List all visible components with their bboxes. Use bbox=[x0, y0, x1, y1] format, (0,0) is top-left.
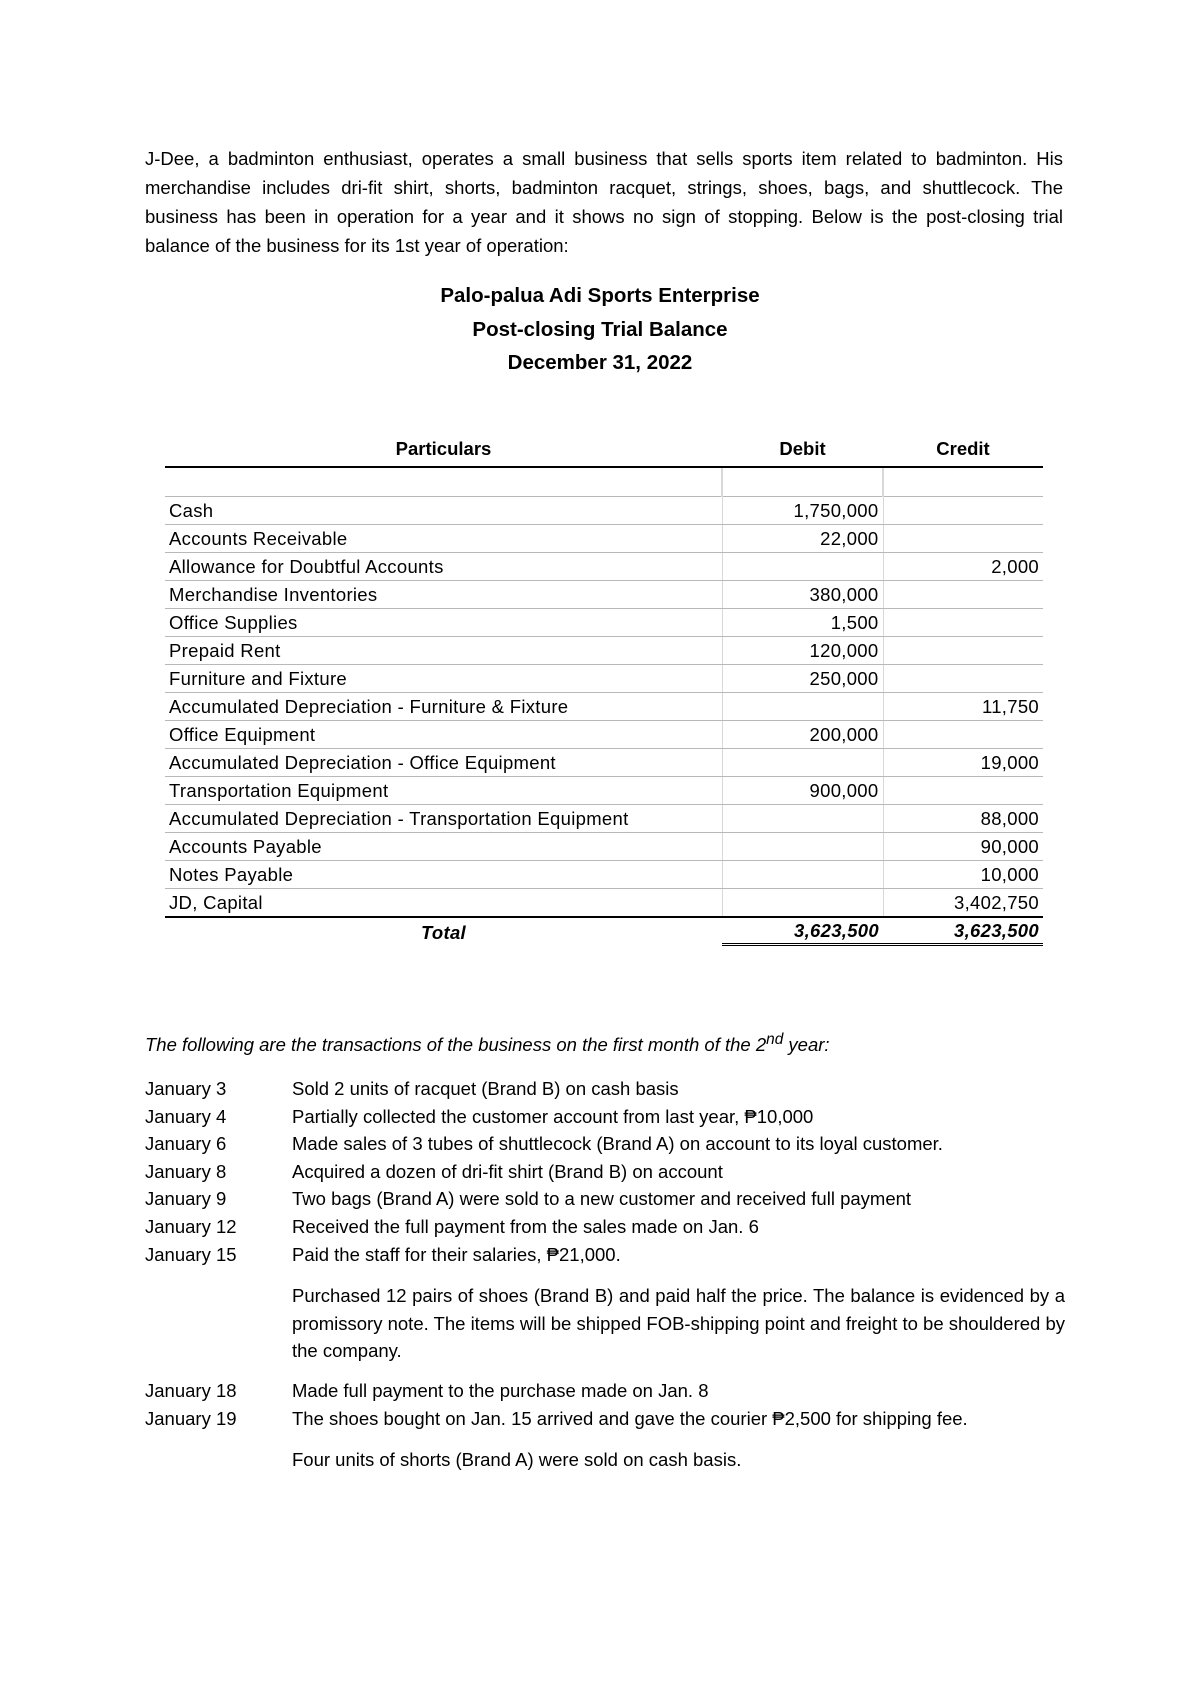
transaction-description: Two bags (Brand A) were sold to a new customer and received full payment bbox=[292, 1188, 912, 1210]
transaction-row bbox=[145, 1185, 1065, 1213]
account-name-cell: Accumulated Depreciation - Office Equipment bbox=[165, 749, 722, 777]
debit-cell bbox=[722, 889, 883, 918]
transaction-row bbox=[145, 1241, 1065, 1269]
credit-cell bbox=[883, 525, 1043, 553]
total-credit-cell bbox=[883, 917, 1043, 948]
intro-paragraph: J-Dee, a badminton enthusiast, operates a small business that sells sports item related to badminton. His merchandise includes dri-fit shirt, shorts, badminton racquet, strings, shoes, bags, and shuttlecock. The business has been in operation for a year and it shows no sign of stopping. Below is the post-closing trial balance of the business for its 1st year of operation: bbox=[145, 148, 1063, 256]
account-name-cell: Office Supplies bbox=[165, 609, 722, 637]
report-date: December 31, 2022 bbox=[507, 351, 693, 374]
account-name-cell: Accounts Payable bbox=[165, 833, 722, 861]
transactions-intro-sup: nd bbox=[766, 1031, 784, 1048]
table-row bbox=[165, 497, 1043, 525]
debit-cell bbox=[722, 861, 883, 889]
transactions-group-2 bbox=[145, 1377, 1065, 1432]
transaction-date: January 6 bbox=[145, 1133, 227, 1155]
transaction-date: January 12 bbox=[145, 1215, 237, 1237]
account-name-cell: Accounts Receivable bbox=[165, 525, 722, 553]
credit-cell bbox=[883, 609, 1043, 637]
transaction-description: Acquired a dozen of dri-fit shirt (Brand B) on account bbox=[292, 1160, 723, 1182]
total-label: Total bbox=[420, 922, 466, 943]
debit-cell bbox=[722, 833, 883, 861]
debit-cell: 1,750,000 bbox=[722, 497, 883, 525]
account-name-cell: Furniture and Fixture bbox=[165, 665, 722, 693]
transaction-date: January 4 bbox=[145, 1105, 227, 1127]
credit-cell bbox=[883, 637, 1043, 665]
transaction-description: Received the full payment from the sales made on Jan. 6 bbox=[292, 1215, 759, 1237]
transaction-row bbox=[145, 1130, 1065, 1158]
transaction-date: January 3 bbox=[145, 1078, 227, 1099]
transaction-description: Made sales of 3 tubes of shuttlecock (Brand A) on account to its loyal customer. bbox=[292, 1133, 943, 1155]
debit-cell bbox=[722, 805, 883, 833]
account-name-cell: Notes Payable bbox=[165, 861, 722, 889]
credit-cell bbox=[883, 665, 1043, 693]
report-title: Post-closing Trial Balance bbox=[472, 318, 728, 341]
transaction-description: Partially collected the customer account from last year, ₱10,000 bbox=[292, 1105, 814, 1127]
credit-cell bbox=[883, 497, 1043, 525]
transaction-row bbox=[145, 1213, 1065, 1241]
table-row bbox=[165, 581, 1043, 609]
account-name-cell: JD, Capital bbox=[165, 889, 722, 918]
transaction-date: January 19 bbox=[145, 1407, 237, 1429]
debit-cell: 900,000 bbox=[722, 777, 883, 805]
transactions-intro bbox=[145, 1031, 830, 1056]
credit-cell: 11,750 bbox=[883, 693, 1043, 721]
transaction-description: Made full payment to the purchase made on Jan. 8 bbox=[292, 1379, 709, 1401]
debit-cell bbox=[722, 749, 883, 777]
transactions-intro-text: The following are the transactions of the business on the first month of the 2 bbox=[145, 1034, 767, 1056]
transaction-description: The shoes bought on Jan. 15 arrived and gave the courier ₱2,500 for shipping fee. bbox=[292, 1407, 968, 1429]
transactions-list bbox=[145, 1075, 1065, 1486]
transaction-row bbox=[145, 1158, 1065, 1186]
table-row bbox=[165, 609, 1043, 637]
credit-cell: 10,000 bbox=[883, 861, 1043, 889]
transaction-row bbox=[145, 1377, 1065, 1405]
total-credit: 3,623,500 bbox=[883, 920, 1043, 946]
transaction-description: Paid the staff for their salaries, ₱21,000. bbox=[292, 1243, 621, 1265]
table-row bbox=[165, 889, 1043, 918]
transaction-note-2 bbox=[145, 1446, 1065, 1474]
transaction-row bbox=[145, 1103, 1065, 1131]
credit-cell: 3,402,750 bbox=[883, 889, 1043, 918]
credit-cell: 88,000 bbox=[883, 805, 1043, 833]
credit-cell bbox=[883, 777, 1043, 805]
transaction-date: January 15 bbox=[145, 1243, 237, 1265]
table-row bbox=[165, 553, 1043, 581]
header-debit: Debit bbox=[722, 432, 883, 467]
table-row bbox=[165, 861, 1043, 889]
table-spacer-row bbox=[165, 467, 1043, 497]
credit-cell bbox=[883, 581, 1043, 609]
table-row bbox=[165, 525, 1043, 553]
transactions-group-1 bbox=[145, 1075, 1065, 1268]
table-row bbox=[165, 637, 1043, 665]
transaction-date: January 8 bbox=[145, 1160, 227, 1182]
transactions-intro-tail: year: bbox=[783, 1034, 830, 1056]
debit-cell: 200,000 bbox=[722, 721, 883, 749]
table-row bbox=[165, 721, 1043, 749]
transaction-note-1 bbox=[145, 1282, 1065, 1365]
company-name: Palo-palua Adi Sports Enterprise bbox=[440, 284, 760, 307]
total-row bbox=[165, 917, 1043, 948]
debit-cell: 250,000 bbox=[722, 665, 883, 693]
transaction-note-2-text: Four units of shorts (Brand A) were sold on cash basis. bbox=[292, 1449, 742, 1471]
table-row bbox=[165, 665, 1043, 693]
transaction-note-1-text: Purchased 12 pairs of shoes (Brand B) and paid half the price. The balance is evidenced by a promissory note. The items will be shipped FOB-shipping point and freight to be shouldered by the company. bbox=[292, 1285, 1065, 1362]
transaction-description: Sold 2 units of racquet (Brand B) on cash basis bbox=[292, 1078, 679, 1099]
transaction-row bbox=[145, 1075, 1065, 1103]
header-particulars: Particulars bbox=[165, 432, 722, 467]
table-row bbox=[165, 749, 1043, 777]
account-name-cell: Prepaid Rent bbox=[165, 637, 722, 665]
table-row bbox=[165, 693, 1043, 721]
debit-cell bbox=[722, 553, 883, 581]
account-name-cell: Cash bbox=[165, 497, 722, 525]
header-credit: Credit bbox=[883, 432, 1043, 467]
credit-cell: 19,000 bbox=[883, 749, 1043, 777]
total-debit-cell bbox=[722, 917, 883, 948]
credit-cell: 2,000 bbox=[883, 553, 1043, 581]
credit-cell bbox=[883, 721, 1043, 749]
transaction-date: January 9 bbox=[145, 1188, 227, 1210]
transaction-date: January 18 bbox=[145, 1379, 237, 1401]
table-header-row bbox=[165, 432, 1043, 467]
table-row bbox=[165, 777, 1043, 805]
trial-balance-table bbox=[165, 432, 1043, 948]
total-debit: 3,623,500 bbox=[722, 920, 883, 946]
account-name-cell: Office Equipment bbox=[165, 721, 722, 749]
account-name-cell: Allowance for Doubtful Accounts bbox=[165, 553, 722, 581]
debit-cell: 22,000 bbox=[722, 525, 883, 553]
debit-cell: 120,000 bbox=[722, 637, 883, 665]
debit-cell: 380,000 bbox=[722, 581, 883, 609]
table-row bbox=[165, 833, 1043, 861]
debit-cell bbox=[722, 693, 883, 721]
account-name-cell: Merchandise Inventories bbox=[165, 581, 722, 609]
account-name-cell: Accumulated Depreciation - Furniture & Fixture bbox=[165, 693, 722, 721]
credit-cell: 90,000 bbox=[883, 833, 1043, 861]
debit-cell: 1,500 bbox=[722, 609, 883, 637]
account-name-cell: Transportation Equipment bbox=[165, 777, 722, 805]
table-row bbox=[165, 805, 1043, 833]
table-body bbox=[165, 467, 1043, 948]
account-name-cell: Accumulated Depreciation - Transportation Equipment bbox=[165, 805, 722, 833]
transaction-row bbox=[145, 1405, 1065, 1433]
